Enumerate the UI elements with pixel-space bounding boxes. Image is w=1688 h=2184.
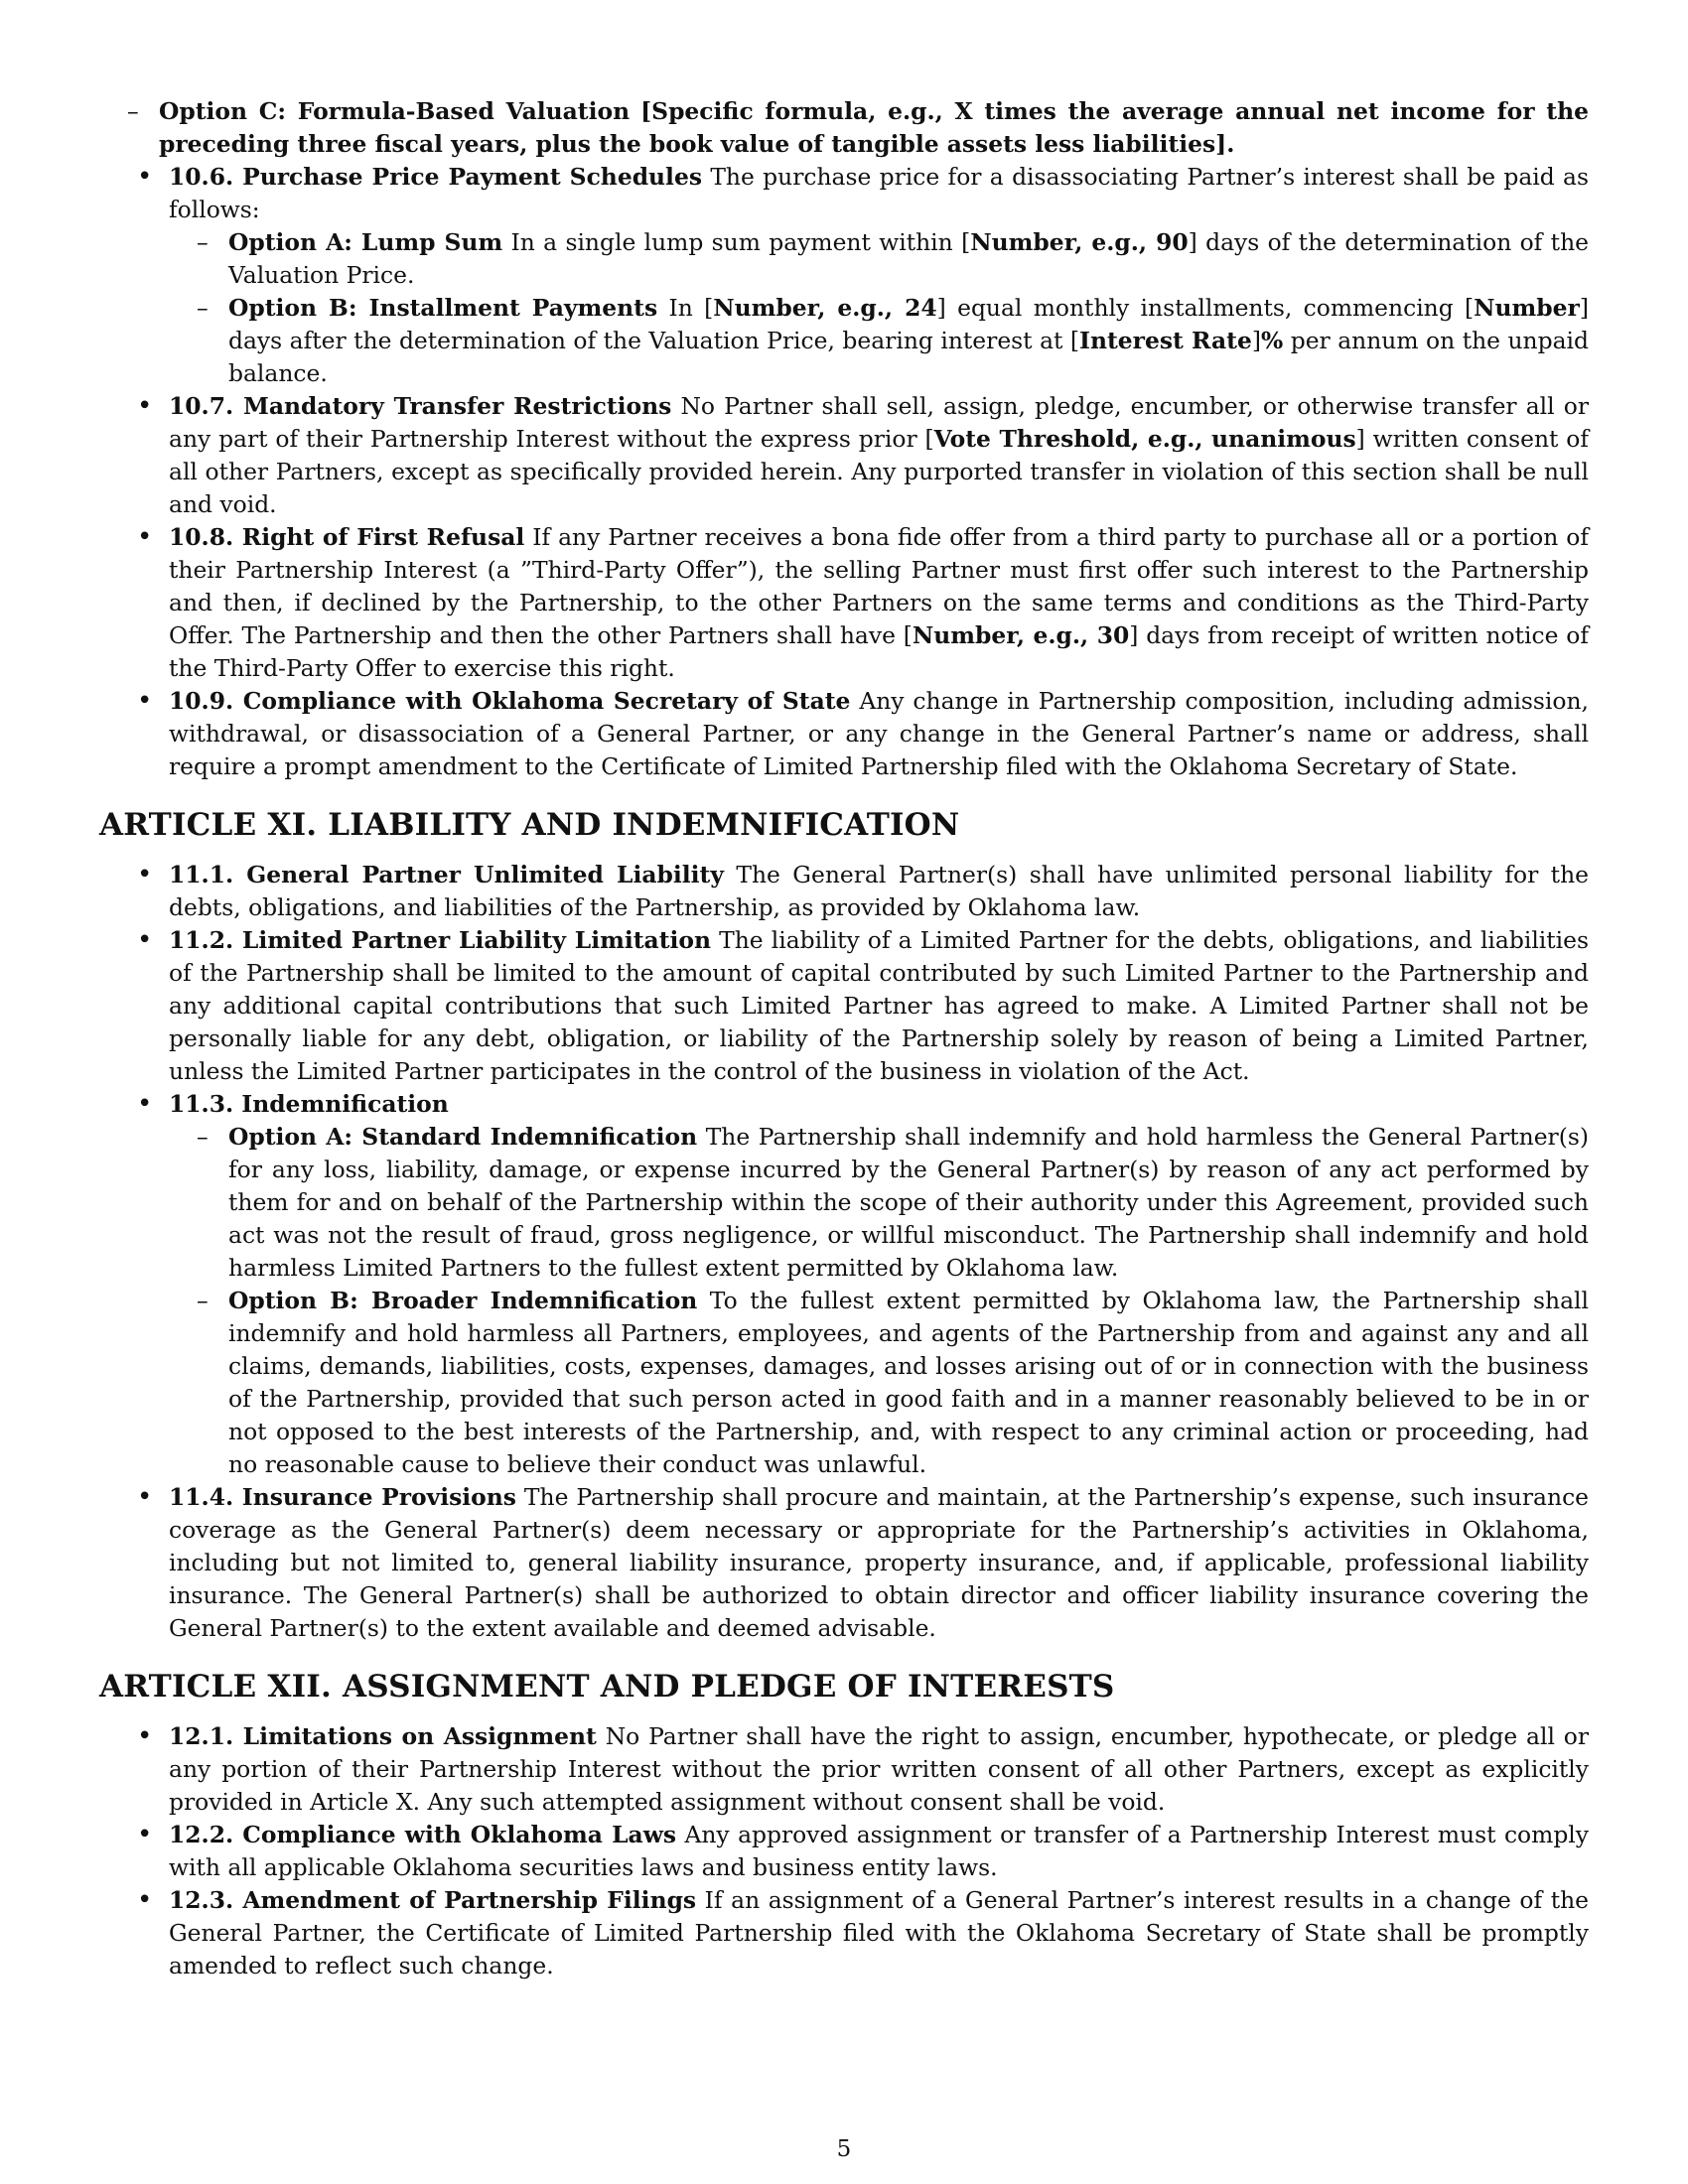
section-11-3-options: [169, 1121, 1589, 1481]
section-10-7-placeholder: Vote Threshold, e.g., unanimous: [933, 425, 1356, 453]
section-10-9: [99, 685, 1589, 783]
option-b-text-4: ]: [1251, 327, 1262, 354]
option-b-percent: %: [1261, 327, 1284, 354]
page-number: 5: [836, 2136, 852, 2162]
section-12-3-text: If an assignment of a General Partner’s interest results in a change of the General Partner, the Certificate of Limited Partnership filed with the Oklahoma Secretary of State shall be promptly amended to reflect such change.: [169, 1886, 1589, 1979]
section-10-7-heading: 10.7. Mandatory Transfer Restrictions: [169, 392, 672, 420]
article-10-list: [99, 161, 1589, 783]
indemnification-option-b-text: To the fullest extent permitted by Oklahoma law, the Partnership shall indemnify and hold harmless all Partners, employees, and agents of the Partnership from and against any and all claims, demands, liabilities, costs, expenses, damages, and losses arising out of or in connection with the business of the Partnership, provided that such person acted in good faith and in a manner reasonably believed to be in or not opposed to the best interests of the Partnership, and, with respect to any criminal action or proceeding, had no reasonable cause to believe their conduct was unlawful.: [228, 1287, 1590, 1478]
option-a-label: Option A: Lump Sum: [228, 228, 503, 256]
section-11-2-heading: 11.2. Limited Partner Liability Limitation: [169, 926, 711, 954]
section-12-2: [99, 1819, 1589, 1884]
section-10-9-heading: 10.9. Compliance with Oklahoma Secretary of State: [169, 687, 851, 715]
section-11-3-option-b: [169, 1285, 1589, 1481]
option-a-text-2: ] days of the determination of the Valuation Price.: [228, 228, 1589, 289]
section-10-6: [99, 161, 1589, 390]
option-b-placeholder-3: Interest Rate: [1079, 327, 1252, 354]
section-10-6-heading: 10.6. Purchase Price Payment Schedules: [169, 163, 702, 191]
option-b-label: Option B: Installment Payments: [228, 294, 658, 322]
section-10-8: [99, 521, 1589, 685]
section-11-1-heading: 11.1. General Partner Unlimited Liability: [169, 861, 724, 888]
article-11-title: ARTICLE XI. LIABILITY AND INDEMNIFICATION: [99, 807, 960, 843]
section-12-1-heading: 12.1. Limitations on Assignment: [169, 1722, 597, 1750]
option-b-placeholder-1: Number, e.g., 24: [713, 294, 937, 322]
indemnification-option-b-label: Option B: Broader Indemnification: [228, 1287, 698, 1314]
section-11-4-text: The Partnership shall procure and maintain, at the Partnership’s expense, such insurance coverage as the General Partner(s) deem necessary or appropriate for the Partnership’s activities in Oklahoma, including but not limited to, general liability insurance, property insurance, and, if applicable, professional liability insurance. The General Partner(s) shall be authorized to obtain director and officer liability insurance covering the General Partner(s) to the extent available and deemed advisable.: [169, 1483, 1590, 1642]
page-content: [99, 95, 1589, 1982]
section-12-1: [99, 1720, 1589, 1819]
option-b-text-2: ] equal monthly installments, commencing [: [936, 294, 1475, 322]
section-11-4: [99, 1481, 1589, 1645]
option-c-item: [99, 95, 1589, 161]
section-11-3-option-a: [169, 1121, 1589, 1285]
section-10-8-placeholder: Number, e.g., 30: [912, 621, 1130, 649]
indemnification-option-a-label: Option A: Standard Indemnification: [228, 1123, 698, 1151]
section-11-2-text: The liability of a Limited Partner for the debts, obligations, and liabilities of the Partnership shall be limited to the amount of capital contributed by such Limited Partner to the Partnership and any additional capital contributions that such Limited Partner has agreed to make. A Limited Partner shall not be personally liable for any debt, obligation, or liability of the Partnership solely by reason of being a Limited Partner, unless the Limited Partner participates in the control of the business in violation of the Act.: [169, 926, 1590, 1085]
option-b-text-1: In [: [668, 294, 714, 322]
section-12-2-text: Any approved assignment or transfer of a Partnership Interest must comply with all applicable Oklahoma securities laws and business entity laws.: [169, 1821, 1589, 1881]
option-c-text: [Specific formula, e.g., X times the average annual net income for the preceding three fiscal years, plus the book value of tangible assets less liabilities].: [159, 97, 1589, 158]
section-10-7: [99, 390, 1589, 521]
option-a-placeholder: Number, e.g., 90: [970, 228, 1189, 256]
section-11-3-heading: 11.3. Indemnification: [169, 1090, 449, 1118]
section-11-3: [99, 1088, 1589, 1481]
section-10-8-text-2: ] days from receipt of written notice of the Third-Party Offer to exercise this right.: [169, 621, 1589, 682]
section-10-7-text-2: ] written consent of all other Partners, except as specifically provided herein. Any purported transfer in violation of this section shall be null and void.: [169, 425, 1590, 518]
section-11-4-heading: 11.4. Insurance Provisions: [169, 1483, 516, 1511]
section-12-3: [99, 1884, 1589, 1982]
section-11-2: [99, 924, 1589, 1088]
section-10-9-text: Any change in Partnership composition, including admission, withdrawal, or disassociation of a General Partner, or any change in the General Partner’s name or address, shall require a prompt amendment to the Certificate of Limited Partnership filed with the Oklahoma Secretary of State.: [169, 687, 1589, 780]
option-b-text-5: per annum on the unpaid balance.: [228, 327, 1589, 387]
option-list-10-5-continued: [99, 95, 1589, 161]
section-10-8-text-1: If any Partner receives a bona fide offer from a third party to purchase all or a portion of their Partnership Interest (a ”Third-Party Offer”), the selling Partner must first offer such interest to the Partnership and then, if declined by the Partnership, to the other Partners on the same terms and conditions as the Third-Party Offer. The Partnership and then the other Partners shall have [: [169, 523, 1589, 649]
article-12-list: [99, 1720, 1589, 1982]
section-12-1-text: No Partner shall have the right to assign, encumber, hypothecate, or pledge all or any portion of their Partnership Interest without the prior written consent of all other Partners, except as explicitly provided in Article X. Any such attempted assignment without consent shall be void.: [169, 1722, 1590, 1816]
section-10-6-text: The purchase price for a disassociating Partner’s interest shall be paid as follows:: [169, 163, 1590, 223]
section-12-3-heading: 12.3. Amendment of Partnership Filings: [169, 1886, 697, 1914]
section-10-6-options: [169, 226, 1589, 390]
section-12-2-heading: 12.2. Compliance with Oklahoma Laws: [169, 1821, 677, 1848]
article-12-title: ARTICLE XII. ASSIGNMENT AND PLEDGE OF INTERESTS: [99, 1669, 1115, 1705]
option-b-placeholder-2: Number: [1474, 294, 1580, 322]
indemnification-option-a-text: The Partnership shall indemnify and hold harmless the General Partner(s) for any loss, liability, damage, or expense incurred by the General Partner(s) by reason of any act performed by them for and on behalf of the Partnership within the scope of their authority under this Agreement, provided such act was not the result of fraud, gross negligence, or willful misconduct. The Partnership shall indemnify and hold harmless Limited Partners to the fullest extent permitted by Oklahoma law.: [228, 1123, 1589, 1282]
section-11-1-text: The General Partner(s) shall have unlimited personal liability for the debts, obligations, and liabilities of the Partnership, as provided by Oklahoma law.: [169, 861, 1589, 921]
option-b-text-3: ] days after the determination of the Valuation Price, bearing interest at [: [228, 294, 1589, 354]
option-a-text-1: In a single lump sum payment within [: [510, 228, 971, 256]
section-10-6-option-b: [169, 292, 1589, 390]
section-10-8-heading: 10.8. Right of First Refusal: [169, 523, 525, 551]
section-10-7-text-1: No Partner shall sell, assign, pledge, encumber, or otherwise transfer all or any part of their Partnership Interest without the express prior [: [169, 392, 1590, 453]
section-10-6-option-a: [169, 226, 1589, 292]
section-11-1: [99, 859, 1589, 924]
option-c-label: Option C: Formula-Based Valuation: [159, 97, 631, 125]
article-11-list: [99, 859, 1589, 1645]
